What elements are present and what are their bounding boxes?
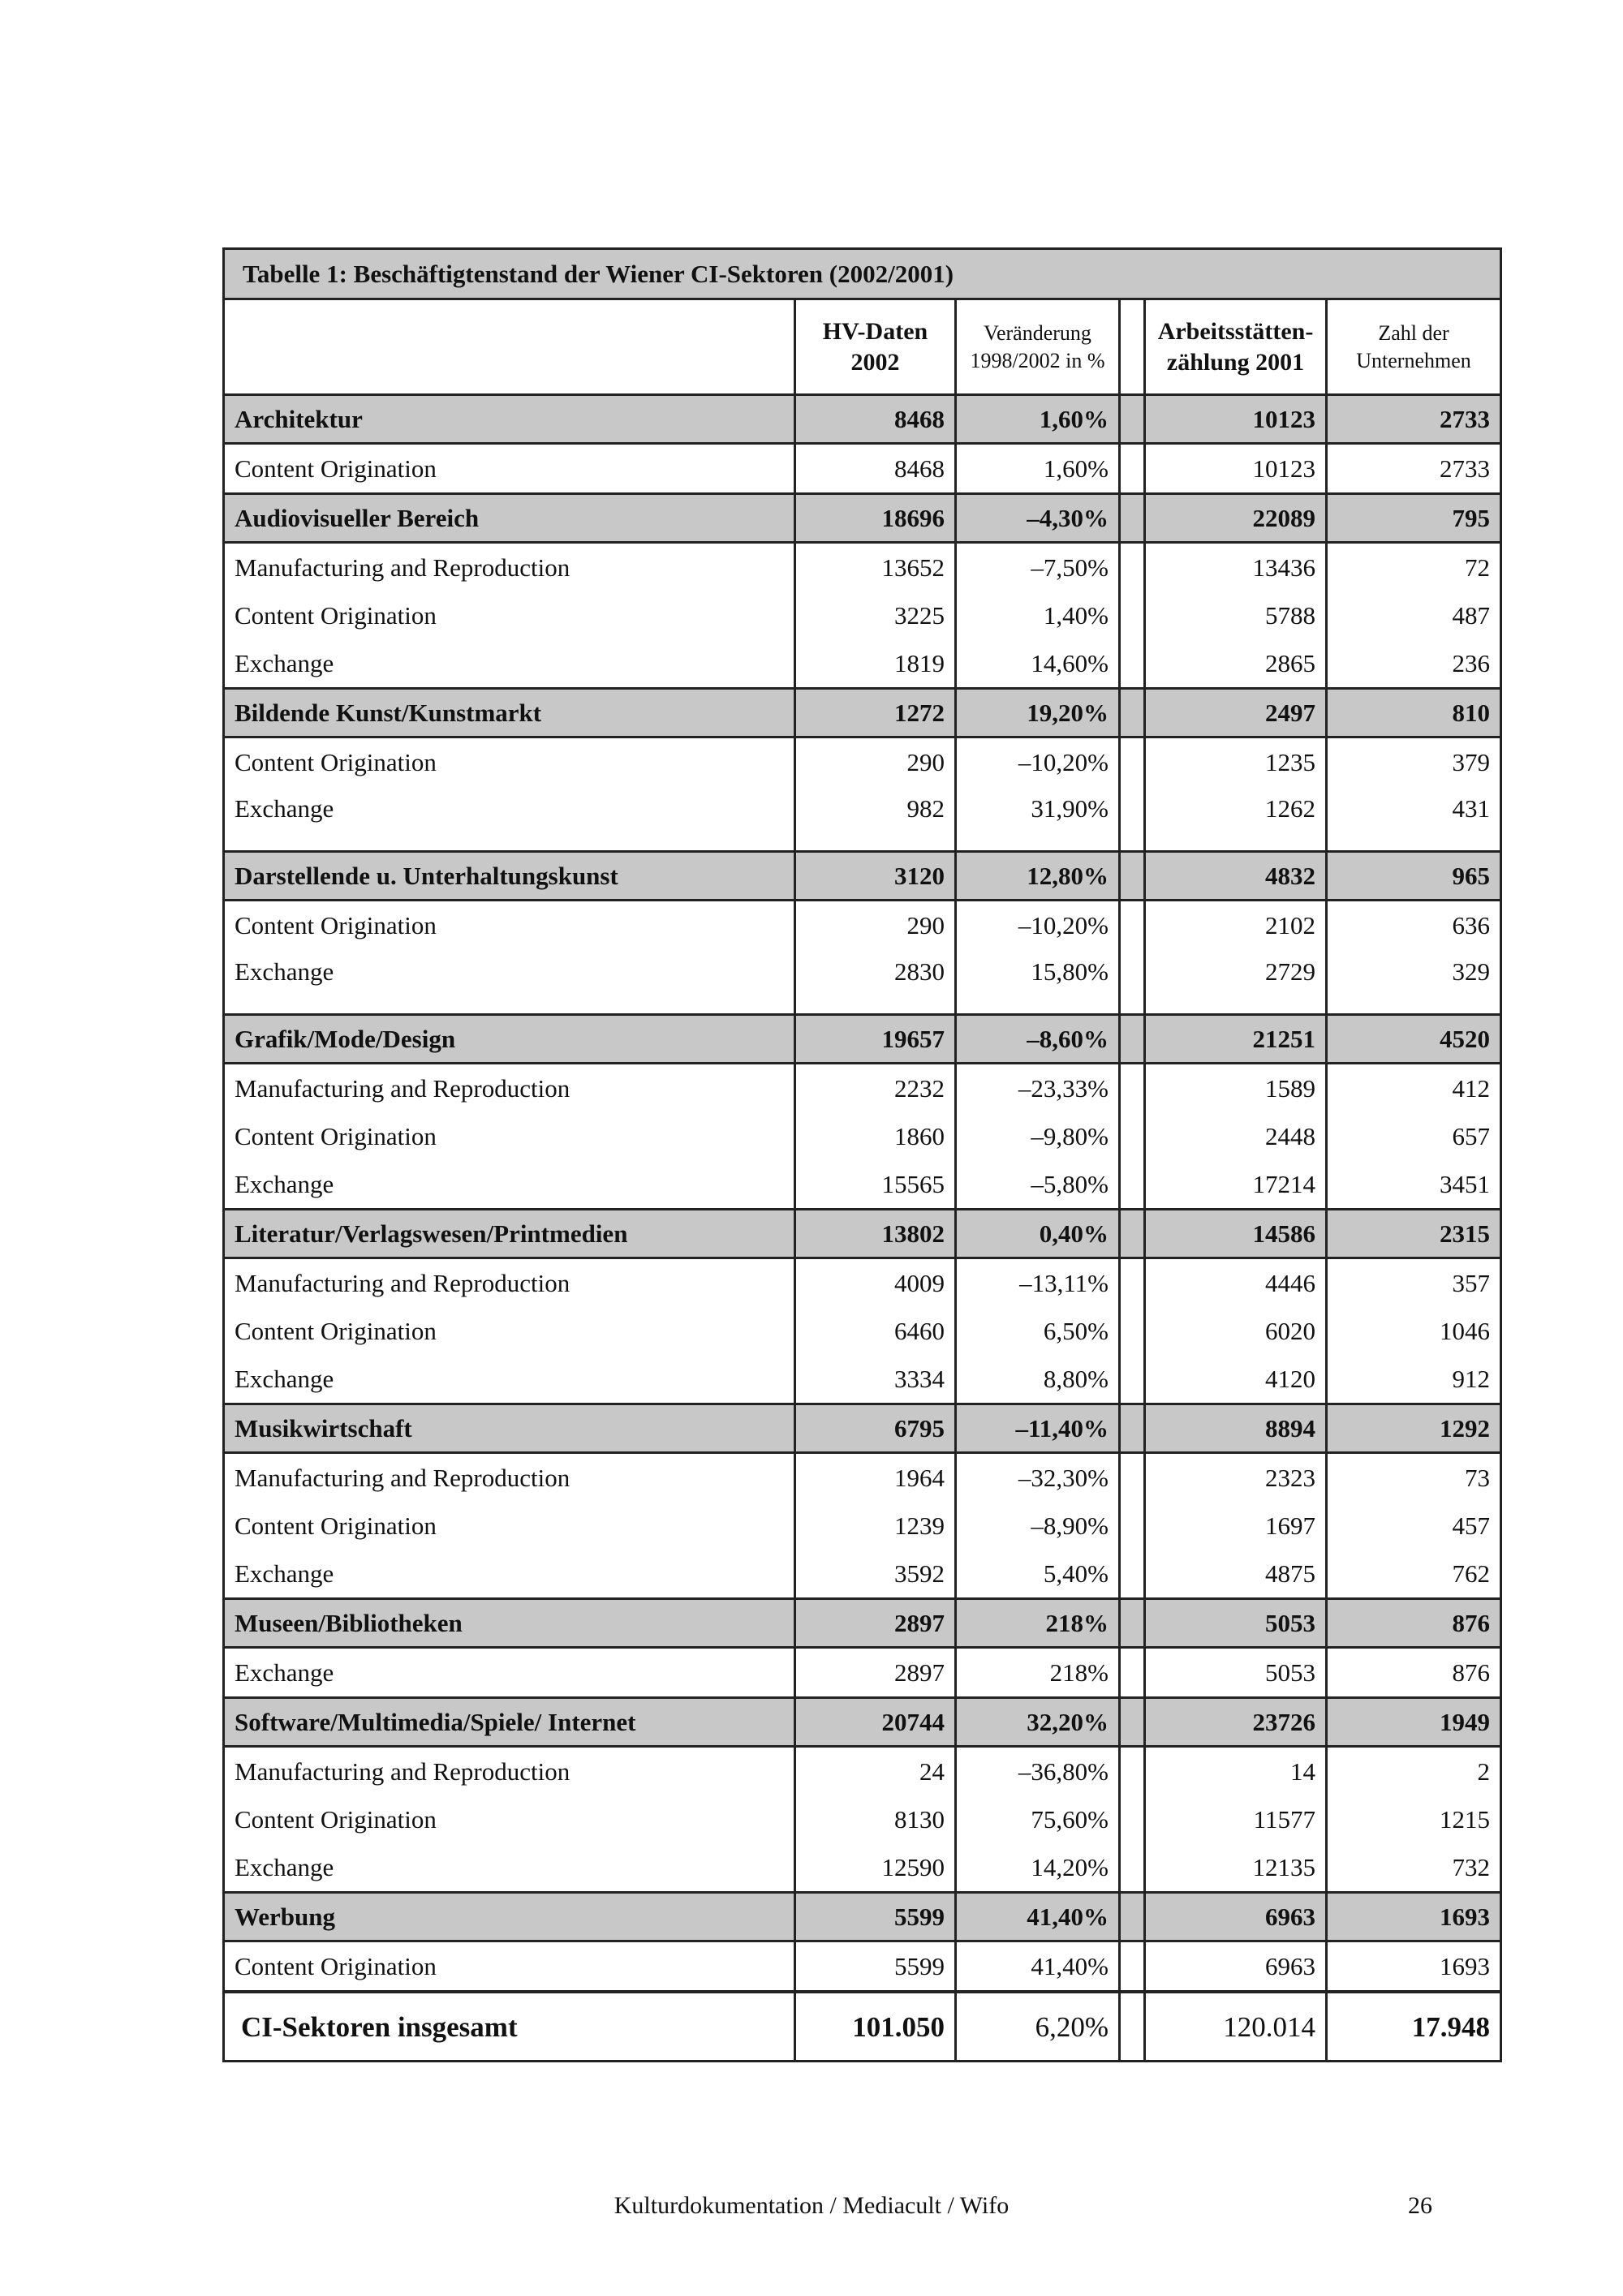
sub-row-label: Manufacturing and Reproduction (224, 1453, 795, 1503)
sector-row (224, 1893, 1501, 1941)
sector-row-firms: 810 (1327, 689, 1501, 737)
header-change (956, 299, 1120, 395)
sector-row-arbeitsstaetten: 4832 (1145, 852, 1327, 901)
sub-row-change: 6,50% (956, 1307, 1120, 1355)
sub-row-arbeitsstaetten: 11577 (1145, 1795, 1327, 1843)
sub-row (224, 1258, 1501, 1308)
sub-row-change: 75,60% (956, 1795, 1120, 1843)
header-arb-line2: zählung 2001 (1166, 348, 1305, 376)
sub-row-change: 15,80% (956, 949, 1120, 1015)
sub-row (224, 949, 1501, 1015)
total-row-firms: 17.948 (1327, 1992, 1501, 2062)
sub-row-arbeitsstaetten: 10123 (1145, 444, 1327, 494)
sub-row-gap (1120, 901, 1145, 950)
sub-row-label: Manufacturing and Reproduction (224, 543, 795, 592)
sub-row-firms: 431 (1327, 786, 1501, 852)
sub-row-firms: 487 (1327, 591, 1501, 639)
sub-row-arbeitsstaetten: 2729 (1145, 949, 1327, 1015)
sub-row-hv-daten: 13652 (795, 543, 956, 592)
table-header-row (224, 299, 1501, 395)
sub-row-firms: 73 (1327, 1453, 1501, 1503)
sector-row-arbeitsstaetten: 2497 (1145, 689, 1327, 737)
sub-row (224, 1843, 1501, 1893)
sub-row-label: Exchange (224, 949, 795, 1015)
sub-row-hv-daten: 2232 (795, 1064, 956, 1113)
sub-row-firms: 379 (1327, 737, 1501, 787)
sector-row-label: Bildende Kunst/Kunstmarkt (224, 689, 795, 737)
sector-row-firms: 2733 (1327, 395, 1501, 444)
sub-row-firms: 457 (1327, 1502, 1501, 1550)
sub-row-label: Exchange (224, 1648, 795, 1698)
sector-row (224, 1599, 1501, 1648)
sector-row-gap (1120, 1404, 1145, 1453)
sub-row-hv-daten: 8130 (795, 1795, 956, 1843)
sub-row-label: Exchange (224, 1160, 795, 1210)
sub-row (224, 1064, 1501, 1113)
sub-row (224, 543, 1501, 592)
sub-row-gap (1120, 1550, 1145, 1599)
sub-row-gap (1120, 949, 1145, 1015)
sub-row-arbeitsstaetten: 1697 (1145, 1502, 1327, 1550)
sub-row-label: Exchange (224, 639, 795, 689)
sub-row-label: Exchange (224, 1843, 795, 1893)
sub-row (224, 444, 1501, 494)
sub-row-arbeitsstaetten: 13436 (1145, 543, 1327, 592)
header-change-line2: 1998/2002 in % (970, 348, 1105, 372)
sub-row-change: –36,80% (956, 1747, 1120, 1796)
sub-row (224, 639, 1501, 689)
sub-row-gap (1120, 786, 1145, 852)
sub-row-arbeitsstaetten: 2448 (1145, 1112, 1327, 1160)
sub-row-arbeitsstaetten: 17214 (1145, 1160, 1327, 1210)
sub-row-arbeitsstaetten: 2865 (1145, 639, 1327, 689)
employment-table-container (222, 247, 1500, 2062)
header-firms-line2: Unternehmen (1356, 348, 1471, 372)
sub-row-gap (1120, 1307, 1145, 1355)
sub-row-hv-daten: 8468 (795, 444, 956, 494)
sub-row-change: 41,40% (956, 1941, 1120, 1993)
sub-row (224, 591, 1501, 639)
sub-row-gap (1120, 1941, 1145, 1993)
sector-row-firms: 1693 (1327, 1893, 1501, 1941)
sector-row (224, 1698, 1501, 1747)
sub-row-firms: 636 (1327, 901, 1501, 950)
sub-row-label: Content Origination (224, 1941, 795, 1993)
sub-row-hv-daten: 6460 (795, 1307, 956, 1355)
total-row-gap (1120, 1992, 1145, 2062)
sub-row (224, 1160, 1501, 1210)
employment-table (222, 247, 1502, 2062)
sector-row-gap (1120, 1599, 1145, 1648)
header-arb-line1: Arbeitsstätten- (1157, 318, 1314, 345)
sub-row-hv-daten: 12590 (795, 1843, 956, 1893)
sub-row-change: 1,40% (956, 591, 1120, 639)
sub-row (224, 1355, 1501, 1404)
sub-row-change: –8,90% (956, 1502, 1120, 1550)
sub-row-gap (1120, 1453, 1145, 1503)
sub-row-hv-daten: 1860 (795, 1112, 956, 1160)
sector-row-change: 1,60% (956, 395, 1120, 444)
sector-row (224, 494, 1501, 543)
sector-row-change: –4,30% (956, 494, 1120, 543)
sector-row-gap (1120, 1015, 1145, 1064)
sector-row-change: 0,40% (956, 1210, 1120, 1258)
sector-row-change: –8,60% (956, 1015, 1120, 1064)
sub-row-gap (1120, 444, 1145, 494)
sector-row-label: Architektur (224, 395, 795, 444)
sub-row-change: 14,60% (956, 639, 1120, 689)
sub-row-hv-daten: 2897 (795, 1648, 956, 1698)
sector-row (224, 852, 1501, 901)
sector-row-arbeitsstaetten: 6963 (1145, 1893, 1327, 1941)
sub-row-gap (1120, 1747, 1145, 1796)
header-firms-line1: Zahl der (1378, 320, 1449, 345)
sub-row-change: –9,80% (956, 1112, 1120, 1160)
sub-row-change: –32,30% (956, 1453, 1120, 1503)
sector-row-hv-daten: 6795 (795, 1404, 956, 1453)
sub-row-label: Content Origination (224, 737, 795, 787)
sector-row-label: Grafik/Mode/Design (224, 1015, 795, 1064)
sector-row-change: 19,20% (956, 689, 1120, 737)
sub-row-firms: 912 (1327, 1355, 1501, 1404)
sub-row-hv-daten: 4009 (795, 1258, 956, 1308)
sub-row (224, 1112, 1501, 1160)
sub-row-change: 218% (956, 1648, 1120, 1698)
sub-row-hv-daten: 1819 (795, 639, 956, 689)
sector-row-gap (1120, 852, 1145, 901)
sub-row-arbeitsstaetten: 4120 (1145, 1355, 1327, 1404)
sector-row (224, 1404, 1501, 1453)
sub-row-gap (1120, 1502, 1145, 1550)
sub-row-gap (1120, 1795, 1145, 1843)
header-arbeitsstaetten (1145, 299, 1327, 395)
sector-row-gap (1120, 1210, 1145, 1258)
sub-row-label: Exchange (224, 786, 795, 852)
sector-row-arbeitsstaetten: 8894 (1145, 1404, 1327, 1453)
header-firms (1327, 299, 1501, 395)
sector-row-label: Werbung (224, 1893, 795, 1941)
header-change-line1: Veränderung (984, 320, 1091, 345)
sub-row-change: 8,80% (956, 1355, 1120, 1404)
sub-row-change: –13,11% (956, 1258, 1120, 1308)
header-hv-daten (795, 299, 956, 395)
header-gap (1120, 299, 1145, 395)
page-number: 26 (1408, 2192, 1432, 2219)
sub-row-label: Manufacturing and Reproduction (224, 1258, 795, 1308)
sector-row-firms: 965 (1327, 852, 1501, 901)
total-row (224, 1992, 1501, 2062)
sub-row-gap (1120, 1160, 1145, 1210)
sub-row-arbeitsstaetten: 2323 (1145, 1453, 1327, 1503)
sub-row-arbeitsstaetten: 1235 (1145, 737, 1327, 787)
sub-row-label: Content Origination (224, 1307, 795, 1355)
sector-row-gap (1120, 1698, 1145, 1747)
sub-row-gap (1120, 639, 1145, 689)
sector-row-firms: 2315 (1327, 1210, 1501, 1258)
table-title-row (224, 249, 1501, 299)
sub-row-gap (1120, 1843, 1145, 1893)
sub-row-firms: 876 (1327, 1648, 1501, 1698)
sector-row-hv-daten: 13802 (795, 1210, 956, 1258)
sub-row-gap (1120, 1355, 1145, 1404)
footer-text: Kulturdokumentation / Mediacult / Wifo (613, 2192, 1010, 2219)
sub-row (224, 737, 1501, 787)
sector-row-hv-daten: 19657 (795, 1015, 956, 1064)
sub-row-arbeitsstaetten: 4446 (1145, 1258, 1327, 1308)
sub-row (224, 786, 1501, 852)
sector-row-label: Audiovisueller Bereich (224, 494, 795, 543)
sub-row-change: –7,50% (956, 543, 1120, 592)
sub-row-hv-daten: 5599 (795, 1941, 956, 1993)
sector-row-label: Musikwirtschaft (224, 1404, 795, 1453)
sub-row-change: –10,20% (956, 737, 1120, 787)
sub-row-arbeitsstaetten: 5788 (1145, 591, 1327, 639)
sub-row-gap (1120, 1112, 1145, 1160)
sub-row-hv-daten: 3225 (795, 591, 956, 639)
sub-row (224, 1550, 1501, 1599)
sub-row-firms: 72 (1327, 543, 1501, 592)
sector-row-firms: 876 (1327, 1599, 1501, 1648)
sub-row-label: Exchange (224, 1355, 795, 1404)
sub-row-change: –5,80% (956, 1160, 1120, 1210)
sub-row-arbeitsstaetten: 5053 (1145, 1648, 1327, 1698)
sub-row-hv-daten: 290 (795, 901, 956, 950)
sector-row (224, 1015, 1501, 1064)
sub-row-firms: 657 (1327, 1112, 1501, 1160)
sub-row-arbeitsstaetten: 6020 (1145, 1307, 1327, 1355)
sub-row (224, 1795, 1501, 1843)
sub-row (224, 901, 1501, 950)
sector-row (224, 689, 1501, 737)
sector-row-label: Museen/Bibliotheken (224, 1599, 795, 1648)
sector-row-label: Software/Multimedia/Spiele/ Internet (224, 1698, 795, 1747)
sub-row-firms: 1693 (1327, 1941, 1501, 1993)
sub-row-arbeitsstaetten: 6963 (1145, 1941, 1327, 1993)
sub-row-hv-daten: 3592 (795, 1550, 956, 1599)
sector-row-label: Darstellende u. Unterhaltungskunst (224, 852, 795, 901)
sector-row-firms: 795 (1327, 494, 1501, 543)
table-title: Tabelle 1: Beschäftigtenstand der Wiener CI-Sektoren (2002/2001) (224, 249, 1501, 299)
sector-row-hv-daten: 5599 (795, 1893, 956, 1941)
sub-row-label: Manufacturing and Reproduction (224, 1747, 795, 1796)
sector-row-gap (1120, 494, 1145, 543)
sub-row-hv-daten: 982 (795, 786, 956, 852)
sub-row-gap (1120, 737, 1145, 787)
sub-row-gap (1120, 1064, 1145, 1113)
sector-row-hv-daten: 18696 (795, 494, 956, 543)
sub-row-arbeitsstaetten: 1262 (1145, 786, 1327, 852)
sector-row-label: Literatur/Verlagswesen/Printmedien (224, 1210, 795, 1258)
sub-row-label: Exchange (224, 1550, 795, 1599)
total-row-hv-daten: 101.050 (795, 1992, 956, 2062)
sector-row (224, 1210, 1501, 1258)
sub-row-firms: 1215 (1327, 1795, 1501, 1843)
total-row-arbeitsstaetten: 120.014 (1145, 1992, 1327, 2062)
sub-row-hv-daten: 24 (795, 1747, 956, 1796)
sub-row-change: 14,20% (956, 1843, 1120, 1893)
sub-row-firms: 329 (1327, 949, 1501, 1015)
sub-row (224, 1747, 1501, 1796)
sub-row-firms: 236 (1327, 639, 1501, 689)
sub-row-label: Content Origination (224, 901, 795, 950)
sub-row-label: Content Origination (224, 1112, 795, 1160)
sub-row-label: Content Origination (224, 1795, 795, 1843)
sub-row-gap (1120, 591, 1145, 639)
total-row-label: CI-Sektoren insgesamt (224, 1992, 795, 2062)
sub-row-hv-daten: 3334 (795, 1355, 956, 1404)
sector-row-firms: 4520 (1327, 1015, 1501, 1064)
sub-row-firms: 1046 (1327, 1307, 1501, 1355)
sector-row-hv-daten: 1272 (795, 689, 956, 737)
sector-row-hv-daten: 20744 (795, 1698, 956, 1747)
sector-row-arbeitsstaetten: 10123 (1145, 395, 1327, 444)
sub-row-hv-daten: 290 (795, 737, 956, 787)
sector-row-gap (1120, 1893, 1145, 1941)
sub-row-arbeitsstaetten: 4875 (1145, 1550, 1327, 1599)
sub-row-gap (1120, 1258, 1145, 1308)
sector-row-firms: 1292 (1327, 1404, 1501, 1453)
sector-row-hv-daten: 3120 (795, 852, 956, 901)
sector-row-change: 218% (956, 1599, 1120, 1648)
sub-row-firms: 412 (1327, 1064, 1501, 1113)
sub-row-arbeitsstaetten: 2102 (1145, 901, 1327, 950)
sector-row-hv-daten: 2897 (795, 1599, 956, 1648)
sub-row-change: –23,33% (956, 1064, 1120, 1113)
header-hv-line1: HV-Daten (822, 318, 928, 345)
sub-row-label: Content Origination (224, 444, 795, 494)
sub-row (224, 1941, 1501, 1993)
sector-row-arbeitsstaetten: 21251 (1145, 1015, 1327, 1064)
sub-row-firms: 762 (1327, 1550, 1501, 1599)
sector-row-arbeitsstaetten: 14586 (1145, 1210, 1327, 1258)
sub-row-firms: 732 (1327, 1843, 1501, 1893)
sector-row-change: 12,80% (956, 852, 1120, 901)
sub-row (224, 1648, 1501, 1698)
table-body (224, 249, 1501, 2062)
sector-row (224, 395, 1501, 444)
sub-row-firms: 2 (1327, 1747, 1501, 1796)
sector-row-change: 32,20% (956, 1698, 1120, 1747)
sector-row-arbeitsstaetten: 5053 (1145, 1599, 1327, 1648)
sector-row-arbeitsstaetten: 22089 (1145, 494, 1327, 543)
sub-row-label: Content Origination (224, 1502, 795, 1550)
sub-row-arbeitsstaetten: 14 (1145, 1747, 1327, 1796)
sub-row-change: 5,40% (956, 1550, 1120, 1599)
sub-row (224, 1453, 1501, 1503)
sub-row-change: –10,20% (956, 901, 1120, 950)
sub-row (224, 1307, 1501, 1355)
sub-row-firms: 2733 (1327, 444, 1501, 494)
total-row-change: 6,20% (956, 1992, 1120, 2062)
sub-row-label: Manufacturing and Reproduction (224, 1064, 795, 1113)
sub-row-change: 1,60% (956, 444, 1120, 494)
sector-row-change: 41,40% (956, 1893, 1120, 1941)
header-hv-line2: 2002 (850, 348, 900, 376)
sector-row-firms: 1949 (1327, 1698, 1501, 1747)
sub-row-hv-daten: 2830 (795, 949, 956, 1015)
sub-row-gap (1120, 543, 1145, 592)
sub-row-gap (1120, 1648, 1145, 1698)
sector-row-gap (1120, 395, 1145, 444)
sub-row (224, 1502, 1501, 1550)
sub-row-arbeitsstaetten: 12135 (1145, 1843, 1327, 1893)
sub-row-hv-daten: 15565 (795, 1160, 956, 1210)
sub-row-firms: 3451 (1327, 1160, 1501, 1210)
sector-row-hv-daten: 8468 (795, 395, 956, 444)
header-label-blank (224, 299, 795, 395)
sector-row-arbeitsstaetten: 23726 (1145, 1698, 1327, 1747)
sector-row-gap (1120, 689, 1145, 737)
sub-row-change: 31,90% (956, 786, 1120, 852)
sub-row-firms: 357 (1327, 1258, 1501, 1308)
sub-row-arbeitsstaetten: 1589 (1145, 1064, 1327, 1113)
sub-row-label: Content Origination (224, 591, 795, 639)
sub-row-hv-daten: 1239 (795, 1502, 956, 1550)
sector-row-change: –11,40% (956, 1404, 1120, 1453)
sub-row-hv-daten: 1964 (795, 1453, 956, 1503)
